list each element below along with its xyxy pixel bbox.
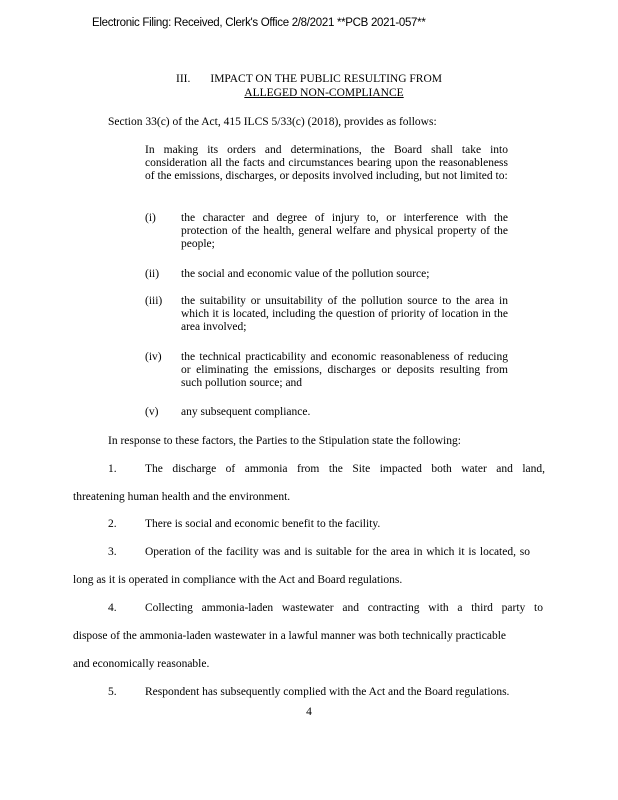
finding-number: 5.	[108, 686, 117, 698]
section-title-line2: ALLEGED NON-COMPLIANCE	[244, 87, 404, 99]
factor-label: (ii)	[145, 268, 160, 280]
factor-text: the suitability or unsuitability of the pollution source to the area in which it is located, including the question of priority of location in the area involved;	[181, 295, 508, 333]
finding-text-continued: and economically reasonable.	[73, 658, 210, 670]
finding-number: 3.	[108, 546, 117, 558]
factor-item	[145, 212, 508, 251]
finding-text: Collecting ammonia-laden wastewater and contracting with a third party to	[145, 602, 543, 614]
finding-number: 4.	[108, 602, 117, 614]
finding-number: 1.	[108, 463, 117, 475]
section-title-line1: IMPACT ON THE PUBLIC RESULTING FROM	[210, 73, 442, 85]
factor-text: the social and economic value of the pollution source;	[181, 268, 430, 280]
factor-item	[145, 406, 508, 419]
section-number: III.	[175, 73, 191, 85]
finding-text-continued: long as it is operated in compliance with the Act and Board regulations.	[73, 574, 403, 586]
response-intro: In response to these factors, the Parties to the Stipulation state the following:	[108, 435, 461, 447]
factor-text: the character and degree of injury to, or interference with the protection of the health, general welfare and physical property of the people;	[181, 212, 508, 250]
factor-label: (v)	[145, 406, 159, 418]
finding-text: The discharge of ammonia from the Site impacted both water and land,	[145, 463, 545, 475]
finding-text: Operation of the facility was and is suitable for the area in which it is located, so	[145, 546, 530, 558]
finding-text: There is social and economic benefit to the facility.	[145, 518, 381, 530]
page-number: 4	[306, 706, 312, 718]
finding-text-continued: threatening human health and the environment.	[73, 491, 291, 503]
factor-label: (iii)	[145, 295, 163, 307]
factor-label: (i)	[145, 212, 156, 224]
filing-stamp: Electronic Filing: Received, Clerk's Office 2/8/2021 **PCB 2021-057**	[92, 17, 426, 29]
factor-item	[145, 295, 508, 334]
intro-paragraph: Section 33(c) of the Act, 415 ILCS 5/33(c) (2018), provides as follows:	[108, 116, 437, 128]
finding-number: 2.	[108, 518, 117, 530]
factor-label: (iv)	[145, 351, 162, 363]
finding-text-continued: dispose of the ammonia-laden wastewater in a lawful manner was both technically practicable	[73, 630, 507, 642]
statute-quote: In making its orders and determinations, the Board shall take into consideration all the facts and circumstances bearing upon the reasonableness of the emissions, discharges, or deposits involved including, but not limited to:	[145, 144, 508, 182]
factor-item	[145, 351, 508, 390]
section-heading	[0, 72, 618, 100]
factor-item	[145, 268, 508, 281]
factor-text: the technical practicability and economic reasonableness of reducing or eliminating the emissions, discharges or deposits resulting from such pollution source; and	[181, 351, 508, 389]
factor-text: any subsequent compliance.	[181, 406, 311, 418]
finding-text: Respondent has subsequently complied with the Act and the Board regulations.	[145, 686, 510, 698]
